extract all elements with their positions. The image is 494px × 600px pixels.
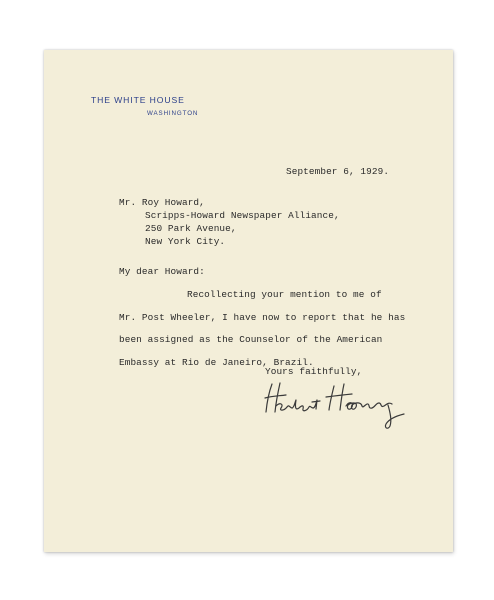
recipient-line: Mr. Roy Howard, — [119, 197, 205, 208]
closing: Yours faithfully, — [265, 366, 363, 377]
signature — [262, 378, 422, 434]
letter-paper — [44, 50, 453, 552]
letterhead-subtitle: WASHINGTON — [147, 110, 199, 117]
body-line: Recollecting your mention to me of — [187, 289, 382, 300]
letter-date: September 6, 1929. — [286, 166, 390, 177]
body-line: been assigned as the Counselor of the American — [119, 334, 383, 345]
salutation: My dear Howard: — [119, 266, 205, 277]
recipient-line: New York City. — [145, 236, 226, 247]
letterhead-title: THE WHITE HOUSE — [91, 95, 185, 105]
recipient-line: 250 Park Avenue, — [145, 223, 237, 234]
body-line: Mr. Post Wheeler, I have now to report that he has — [119, 312, 406, 323]
body-line: Embassy at Rio de Janeiro, Brazil. — [119, 357, 314, 368]
recipient-line: Scripps-Howard Newspaper Alliance, — [145, 210, 340, 221]
